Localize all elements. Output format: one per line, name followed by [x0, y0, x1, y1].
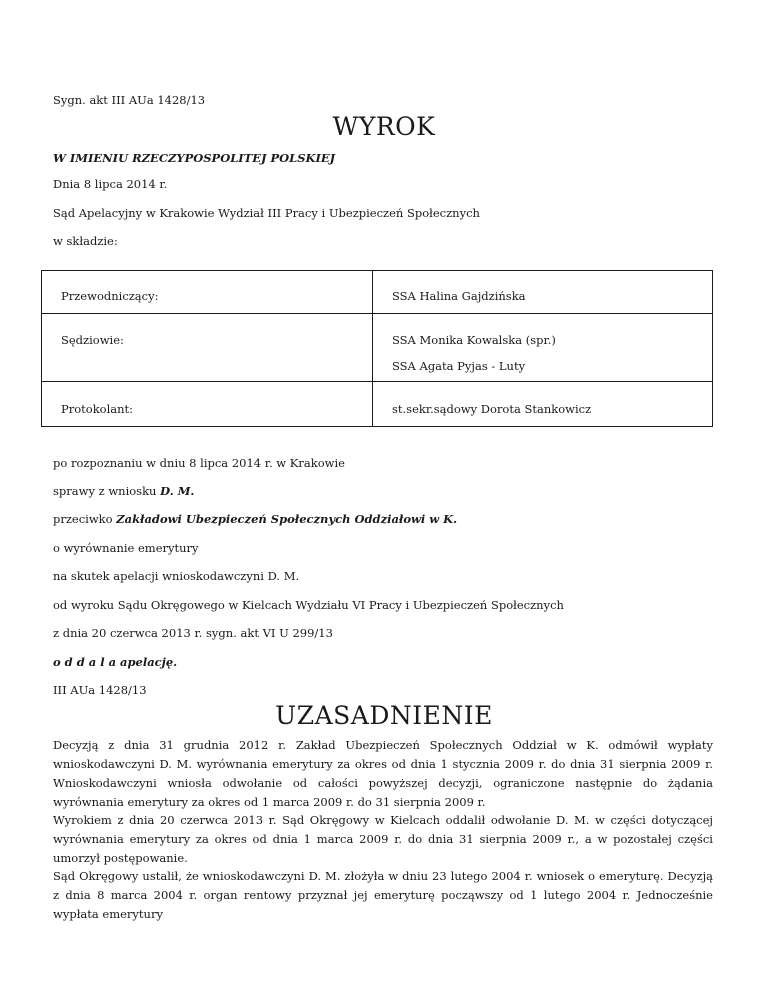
applicant-name: D. M. [160, 484, 195, 498]
table-row [42, 271, 713, 314]
judgment-title: WYROK [332, 112, 436, 141]
judge-name: SSA Agata Pyjas - Luty [392, 359, 526, 373]
table-row [42, 382, 713, 427]
court-composition-table [41, 270, 713, 427]
table-row [42, 314, 713, 382]
judges-names [373, 314, 713, 382]
justification-paragraph: Wyrokiem z dnia 20 czerwca 2013 r. Sąd Okręgowy w Kielcach oddalił odwołanie D. M. w części dotyczącej wyrównania emerytury za okres od dnia 1 marca 2009 r. do dnia 31 sierpnia 2009 r., a w pozostałej części umorzył postępowanie. [53, 813, 713, 865]
justification-paragraph: Sąd Okręgowy ustalił, że wnioskodawczyni D. M. złożyła w dniu 23 lutego 2004 r. wniosek o emeryturę. Decyzją z dnia 8 marca 2004 r. organ rentowy przyznał jej emeryturę począwszy od 1 lutego 2004 r. Jednocześnie wypłata emerytury [53, 869, 713, 921]
presiding-label: Przewodniczący: [42, 271, 373, 314]
judge-name: SSA Monika Kowalska (spr.) [392, 333, 556, 347]
composition-intro: w składzie: [53, 234, 118, 248]
clerk-name: st.sekr.sądowy Dorota Stankowicz [373, 382, 713, 427]
appealed-judgment-line: od wyroku Sądu Okręgowego w Kielcach Wydziału VI Pracy i Ubezpieczeń Społecznych [53, 598, 564, 612]
in-the-name-heading: W IMIENIU RZECZYPOSPOLITEJ POLSKIEJ [53, 151, 336, 165]
judgment-date: Dnia 8 lipca 2014 r. [53, 177, 168, 191]
subject-line: o wyrównanie emerytury [53, 541, 199, 555]
ruling: o d d a l a apelację. [53, 655, 178, 669]
respondent-name: Zakładowi Ubezpieczeń Społecznych Oddziałowi w K. [116, 512, 458, 526]
justification-reference: III AUa 1428/13 [53, 683, 147, 697]
judgment-date-line: z dnia 20 czerwca 2013 r. sygn. akt VI U 299/13 [53, 626, 333, 640]
heard-line: po rozpoznaniu w dniu 8 lipca 2014 r. w Krakowie [53, 456, 345, 470]
against-line: przeciwko Zakładowi Ubezpieczeń Społecznych Oddziałowi w K. [53, 512, 458, 526]
clerk-label: Protokolant: [42, 382, 373, 427]
court-name: Sąd Apelacyjny w Krakowie Wydział III Pracy i Ubezpieczeń Społecznych [53, 206, 480, 220]
appeal-line: na skutek apelacji wnioskodawczyni D. M. [53, 569, 300, 583]
presiding-name: SSA Halina Gajdzińska [373, 271, 713, 314]
justification-title: UZASADNIENIE [275, 701, 493, 730]
case-reference: Sygn. akt III AUa 1428/13 [53, 93, 206, 107]
judges-label: Sędziowie: [42, 314, 373, 382]
case-line: sprawy z wniosku D. M. [53, 484, 195, 498]
justification-paragraph: Decyzją z dnia 31 grudnia 2012 r. Zakład Ubezpieczeń Społecznych Oddział w K. odmówił wypłaty wnioskodawczyni D. M. wyrównania emerytury za okres od dnia 1 stycznia 2009 r. do dnia 31 sierpnia 2009 r. Wnioskodawczyni wniosła odwołanie od całości powyższej decyzji, ograniczone następnie do żądania wyrównania emerytury za okres od 1 marca 2009 r. do 31 sierpnia 2009 r. [53, 738, 713, 809]
